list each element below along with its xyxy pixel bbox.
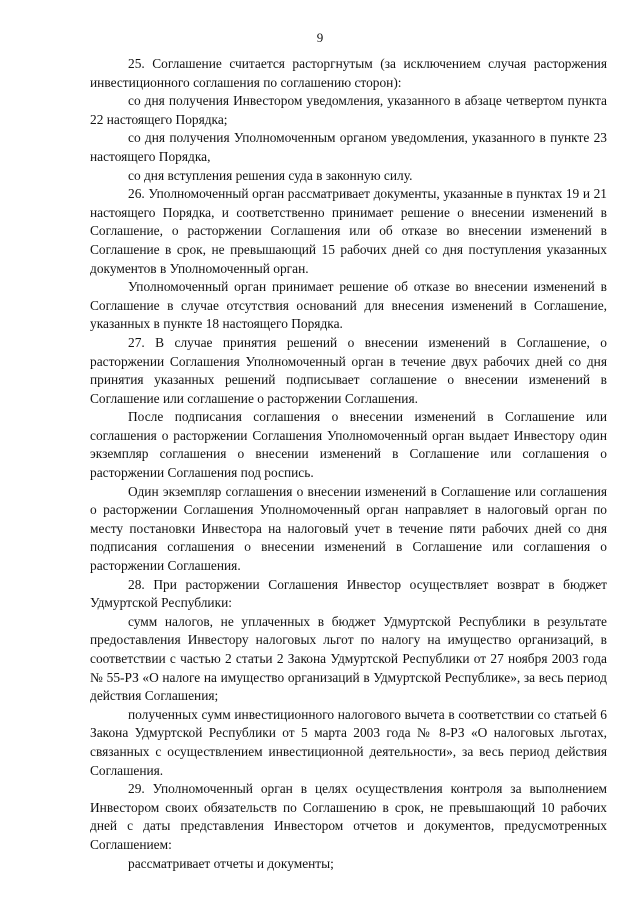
- paragraph: Уполномоченный орган принимает решение об отказе во внесении изменений в Соглашение в случае отсутствия оснований для внесения изменений в Соглашение, указанных в пункте 18 настоящего Порядка.: [90, 279, 607, 332]
- paragraph: 26. Уполномоченный орган рассматривает документы, указанные в пунктах 19 и 21 настоящего Порядка, и соответственно принимает решение о внесении изменений в Соглашение, о расторжении Соглашения или об отказе во внесении изменений в Соглашение в срок, не превышающий 15 рабочих дней со дня поступления указанных документов в Уполномоченный орган.: [90, 186, 607, 276]
- paragraph: рассматривает отчеты и документы;: [128, 855, 334, 871]
- paragraph: 29. Уполномоченный орган в целях осуществления контроля за выполнением Инвестором своих обязательств по Соглашению в срок, не превышающий 10 рабочих дней с даты представления Инвестором отчетов и документов, предусмотренных Соглашением:: [90, 781, 607, 852]
- paragraph: После подписания соглашения о внесении изменений в Соглашение или соглашения о расторжении Соглашения Уполномоченный орган выдает Инвестору один экземпляр соглашения о внесении изменений в Соглашение или соглашения о расторжении Соглашения под роспись.: [90, 409, 607, 481]
- paragraph: 28. При расторжении Соглашения Инвестор осуществляет возврат в бюджет Удмуртской Республики:: [90, 576, 607, 611]
- paragraph: сумм налогов, не уплаченных в бюджет Удмуртской Республики в результате предоставления Инвестору налоговых льгот по налогу на имущество организаций, в соответствии с частью 2 статьи 2 Закона Удмуртской Республики от 27 ноября 2003 года № 55-РЗ «О налоге на имущество организаций в Удмуртской Республике», за весь период действия Соглашения;: [90, 613, 607, 704]
- paragraph: со дня получения Уполномоченным органом уведомления, указанного в пункте 23 настоящего Порядка,: [90, 130, 607, 164]
- paragraph: 25. Соглашение считается расторгнутым (за исключением случая расторжения инвестиционного соглашения по соглашению сторон):: [90, 56, 607, 90]
- document-body: [90, 55, 607, 873]
- paragraph: полученных сумм инвестиционного налогового вычета в соответствии со статьей 6 Закона Удмуртской Республики от 5 марта 2003 года № 8-РЗ «О налоговых льготах, связанных с осуществлением инвестиционной деятельности», за весь период действия Соглашения.: [90, 706, 607, 778]
- page-number: 9: [316, 30, 324, 45]
- paragraph: со дня получения Инвестором уведомления, указанного в абзаце четвертом пункта 22 настоящего Порядка;: [90, 93, 607, 127]
- paragraph: Один экземпляр соглашения о внесении изменений в Соглашение или соглашения о расторжении Соглашения Уполномоченный орган направляет в налоговый орган по месту постановки Инвестора на налоговый учет в течение пяти рабочих дней со дня подписания соглашения о внесении изменений в Соглашение или соглашения о расторжении Соглашения.: [90, 483, 607, 574]
- paragraph: 27. В случае принятия решений о внесении изменений в Соглашение, о расторжении Соглашения Уполномоченный орган в течение двух рабочих дней со дня принятия указанных решений подписывает соглашение о внесении изменений в Соглашение или соглашение о расторжении Соглашения.: [90, 334, 607, 406]
- paragraph: со дня вступления решения суда в законную силу.: [128, 167, 413, 183]
